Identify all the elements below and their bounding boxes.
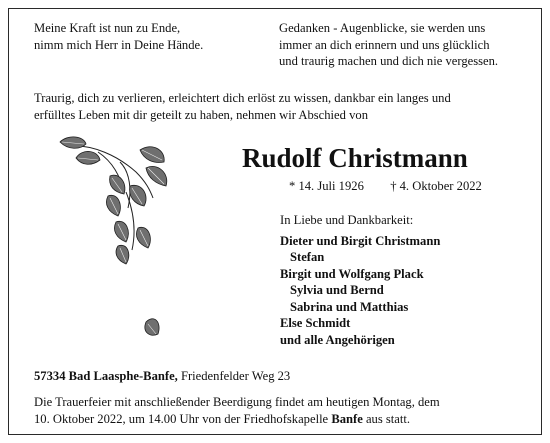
poem-right-line: immer an dich erinnern und uns glücklich: [279, 37, 490, 52]
service-line: Die Trauerfeier mit anschließender Beerdigung findet am heutigen Montag, dem: [34, 395, 440, 409]
mourners-heading: In Liebe und Dankbarkeit:: [280, 213, 414, 227]
mourner-line: Else Schmidt: [280, 316, 351, 330]
service-place: Banfe: [331, 411, 363, 426]
birth-date: * 14. Juli 1926: [289, 179, 364, 193]
poem-left-line: nimm mich Herr in Deine Hände.: [34, 37, 204, 52]
address-town: 57334 Bad Laasphe-Banfe,: [34, 369, 178, 383]
mourners-block: [280, 212, 440, 348]
mourner-line: und alle Angehörigen: [280, 332, 395, 347]
mourner-line: Dieter und Birgit Christmann: [280, 233, 441, 248]
service-line: [34, 411, 440, 428]
address-street: Friedenfelder Weg 23: [180, 369, 291, 383]
mourner-line: Sabrina und Matthias: [290, 299, 409, 314]
intro-text: [34, 90, 451, 123]
mourner-line: Birgit und Wolfgang Plack: [280, 266, 424, 281]
poem-right: [279, 20, 498, 70]
birch-leaves-icon: [58, 132, 178, 362]
life-dates: [289, 178, 482, 195]
address: [34, 368, 290, 385]
service-info: [34, 394, 440, 427]
poem-left-line: Meine Kraft ist nun zu Ende,: [34, 21, 181, 35]
death-date: † 4. Oktober 2022: [390, 179, 482, 193]
mourner-line: Sylvia und Bernd: [290, 283, 384, 297]
poem-right-line: und traurig machen und dich nie vergessen.: [279, 54, 499, 68]
mourner-line: Stefan: [290, 250, 325, 264]
intro-line: Traurig, dich zu verlieren, erleichtert dich erlöst zu wissen, dankbar ein langes und: [34, 91, 451, 105]
service-text: 10. Oktober 2022, um 14.00 Uhr von der Friedhofskapelle: [34, 411, 329, 426]
deceased-name: Rudolf Christmann: [242, 143, 468, 173]
poem-right-line: Gedanken - Augenblicke, sie werden uns: [279, 21, 486, 35]
service-text: aus statt.: [365, 411, 411, 426]
intro-line: erfülltes Leben mit dir geteilt zu haben, nehmen wir Abschied von: [34, 107, 368, 122]
poem-left: [34, 20, 203, 53]
